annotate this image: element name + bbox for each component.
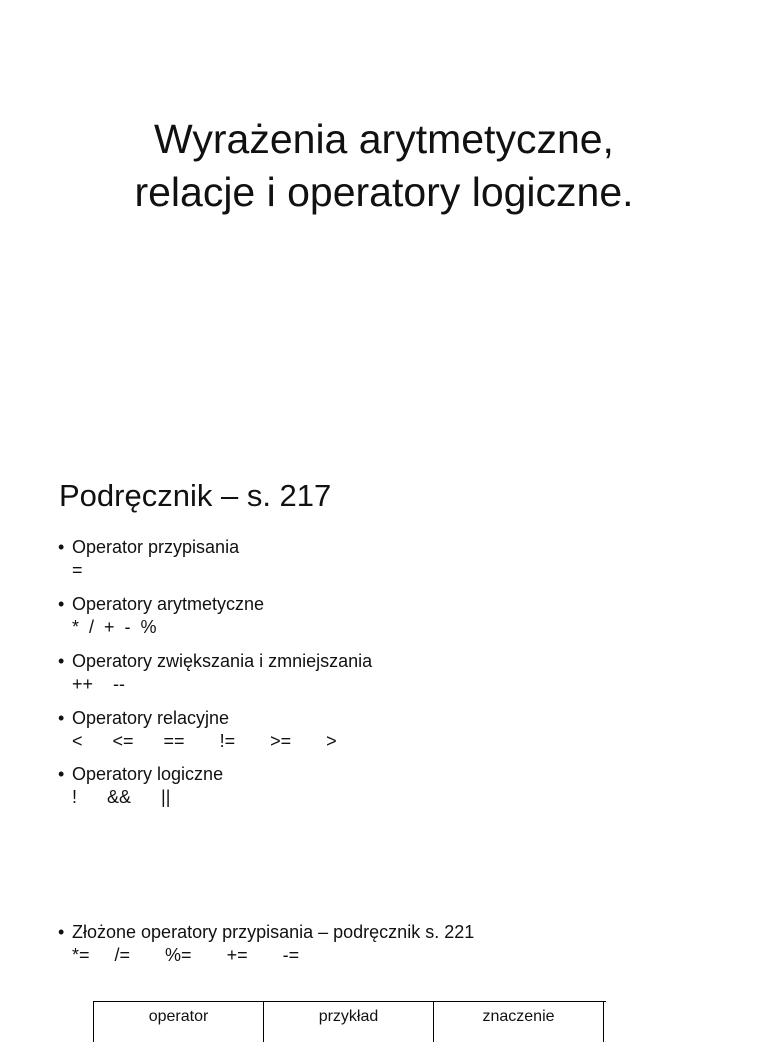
list-item: [58, 707, 337, 753]
list-item-label: Złożone operatory przypisania – podręcznik s. 221: [72, 922, 475, 942]
list-item-symbols: ! && ||: [72, 787, 171, 807]
table-header-example: przykład: [264, 1002, 434, 1042]
list-item-label: Operatory logiczne: [72, 764, 224, 784]
list-item: [58, 921, 474, 967]
list-item: [58, 763, 223, 809]
list-item: [58, 536, 239, 582]
slide-title: [0, 113, 768, 219]
list-item-label: Operatory relacyjne: [72, 708, 230, 728]
table-header-meaning: znaczenie: [434, 1002, 604, 1042]
list-item-label: Operator przypisania: [72, 537, 240, 557]
bullet-icon: •: [58, 537, 65, 557]
section-heading: Podręcznik – s. 217: [59, 478, 332, 513]
bullet-icon: •: [58, 708, 65, 728]
bullet-icon: •: [58, 764, 65, 784]
bullet-icon: •: [58, 594, 65, 614]
bullet-icon: •: [58, 651, 65, 671]
list-item-symbols: *= /= %= += -=: [72, 945, 300, 965]
list-item-label: Operatory zwiększania i zmniejszania: [72, 651, 373, 671]
list-item-symbols: ++ --: [72, 674, 126, 694]
list-item-symbols: < <= == != >= >: [72, 731, 337, 751]
operators-table: [93, 1001, 606, 1042]
slide-title-line-1: Wyrażenia arytmetyczne,: [154, 116, 614, 162]
list-item-label: Operatory arytmetyczne: [72, 594, 265, 614]
table-header-operator: operator: [94, 1002, 264, 1042]
slide-title-line-2: relacje i operatory logiczne.: [134, 169, 634, 215]
bullet-icon: •: [58, 922, 65, 942]
list-item: [58, 593, 264, 639]
list-item-symbols: =: [72, 560, 83, 580]
list-item-symbols: * / + - %: [72, 617, 157, 637]
list-item: [58, 650, 372, 696]
